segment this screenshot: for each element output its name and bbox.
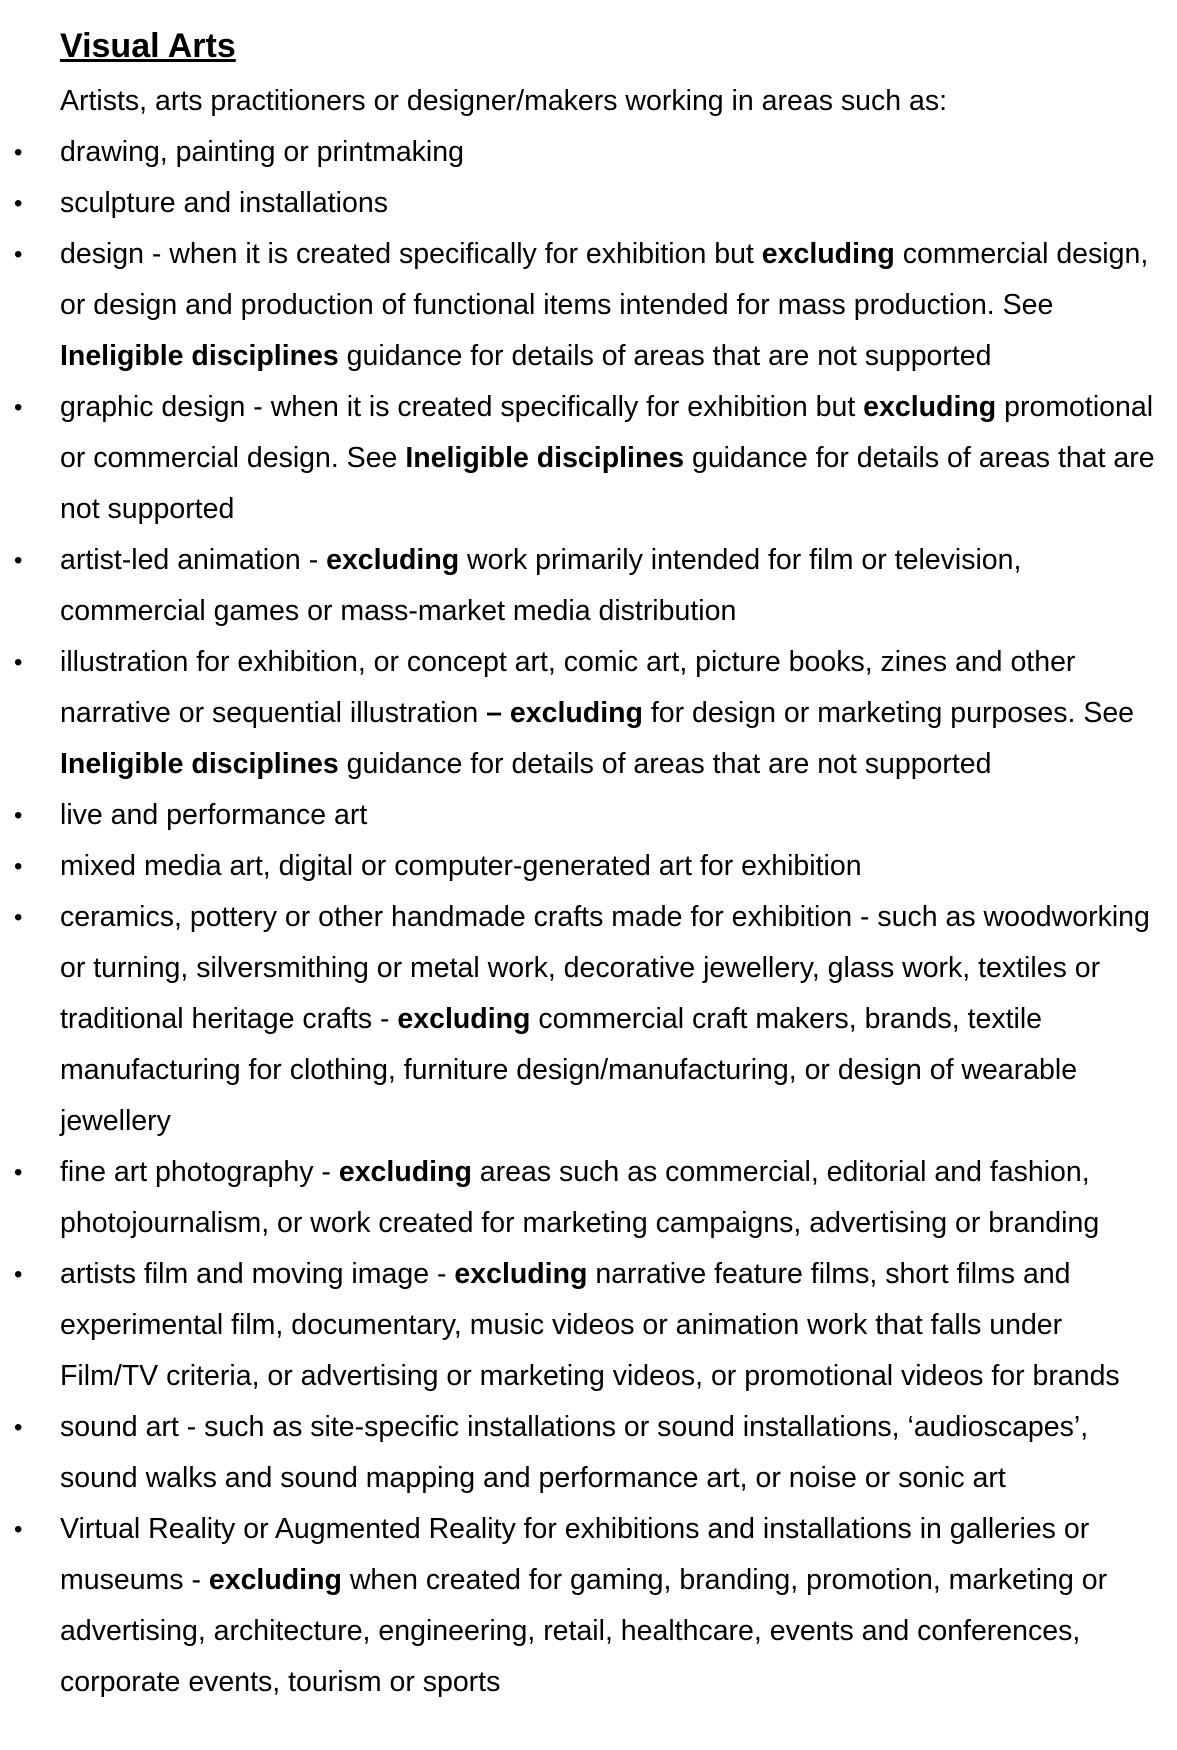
bullet-icon: •: [14, 139, 23, 166]
list-item: • Virtual Reality or Augmented Reality for exhibitions and installations in galleries or museums - excluding when created for gaming, branding, promotion, marketing or advertising, architecture, engineering, retail, healthcare, events and conferences, corporate events, tourism or sports: [60, 1504, 1161, 1708]
intro-text: Artists, arts practitioners or designer/makers working in areas such as:: [60, 85, 948, 117]
list-item: • graphic design - when it is created specifically for exhibition but excluding promotional or commercial design. See Ineligible disciplines guidance for details of areas that are not supported: [60, 382, 1161, 535]
section-heading: Visual Arts: [60, 27, 236, 65]
bullet-icon: •: [14, 1261, 23, 1288]
list-item: • artist-led animation - excluding work primarily intended for film or television, commercial games or mass-market media distribution: [60, 535, 1161, 637]
list-item: • live and performance art: [60, 790, 1161, 841]
list-item: • sound art - such as site-specific installations or sound installations, ‘audioscapes’, sound walks and sound mapping and performance art, or noise or sonic art: [60, 1402, 1161, 1504]
list-item: • fine art photography - excluding areas such as commercial, editorial and fashion, photojournalism, or work created for marketing campaigns, advertising or branding: [60, 1147, 1161, 1249]
bullet-icon: •: [14, 853, 23, 880]
list-item: • ceramics, pottery or other handmade crafts made for exhibition - such as woodworking or turning, silversmithing or metal work, decorative jewellery, glass work, textiles or traditional heritage crafts - excluding commercial craft makers, brands, textile manufacturing for clothing, furniture design/manufacturing, or design of wearable jewellery: [60, 892, 1161, 1147]
bullet-icon: •: [14, 1414, 23, 1441]
list-item: • drawing, painting or printmaking: [60, 127, 1161, 178]
bullet-icon: •: [14, 649, 23, 676]
list-item: • design - when it is created specifically for exhibition but excluding commercial design, or design and production of functional items intended for mass production. See Ineligible disciplines guidance for details of areas that are not supported: [60, 229, 1161, 382]
bullet-icon: •: [14, 394, 23, 421]
bullet-icon: •: [14, 802, 23, 829]
list-item: • mixed media art, digital or computer-generated art for exhibition: [60, 841, 1161, 892]
bullet-icon: •: [14, 547, 23, 574]
list-item: • sculpture and installations: [60, 178, 1161, 229]
list-item: • illustration for exhibition, or concept art, comic art, picture books, zines and other narrative or sequential illustration – excluding for design or marketing purposes. See Ineligible disciplines guidance for details of areas that are not supported: [60, 637, 1161, 790]
bullet-icon: •: [14, 1159, 23, 1186]
discipline-list: [14, 127, 1161, 1708]
bullet-icon: •: [14, 241, 23, 268]
bullet-icon: •: [14, 1516, 23, 1543]
bullet-icon: •: [14, 904, 23, 931]
list-item: • artists film and moving image - excluding narrative feature films, short films and experimental film, documentary, music videos or animation work that falls under Film/TV criteria, or advertising or marketing videos, or promotional videos for brands: [60, 1249, 1161, 1402]
bullet-icon: •: [14, 190, 23, 217]
